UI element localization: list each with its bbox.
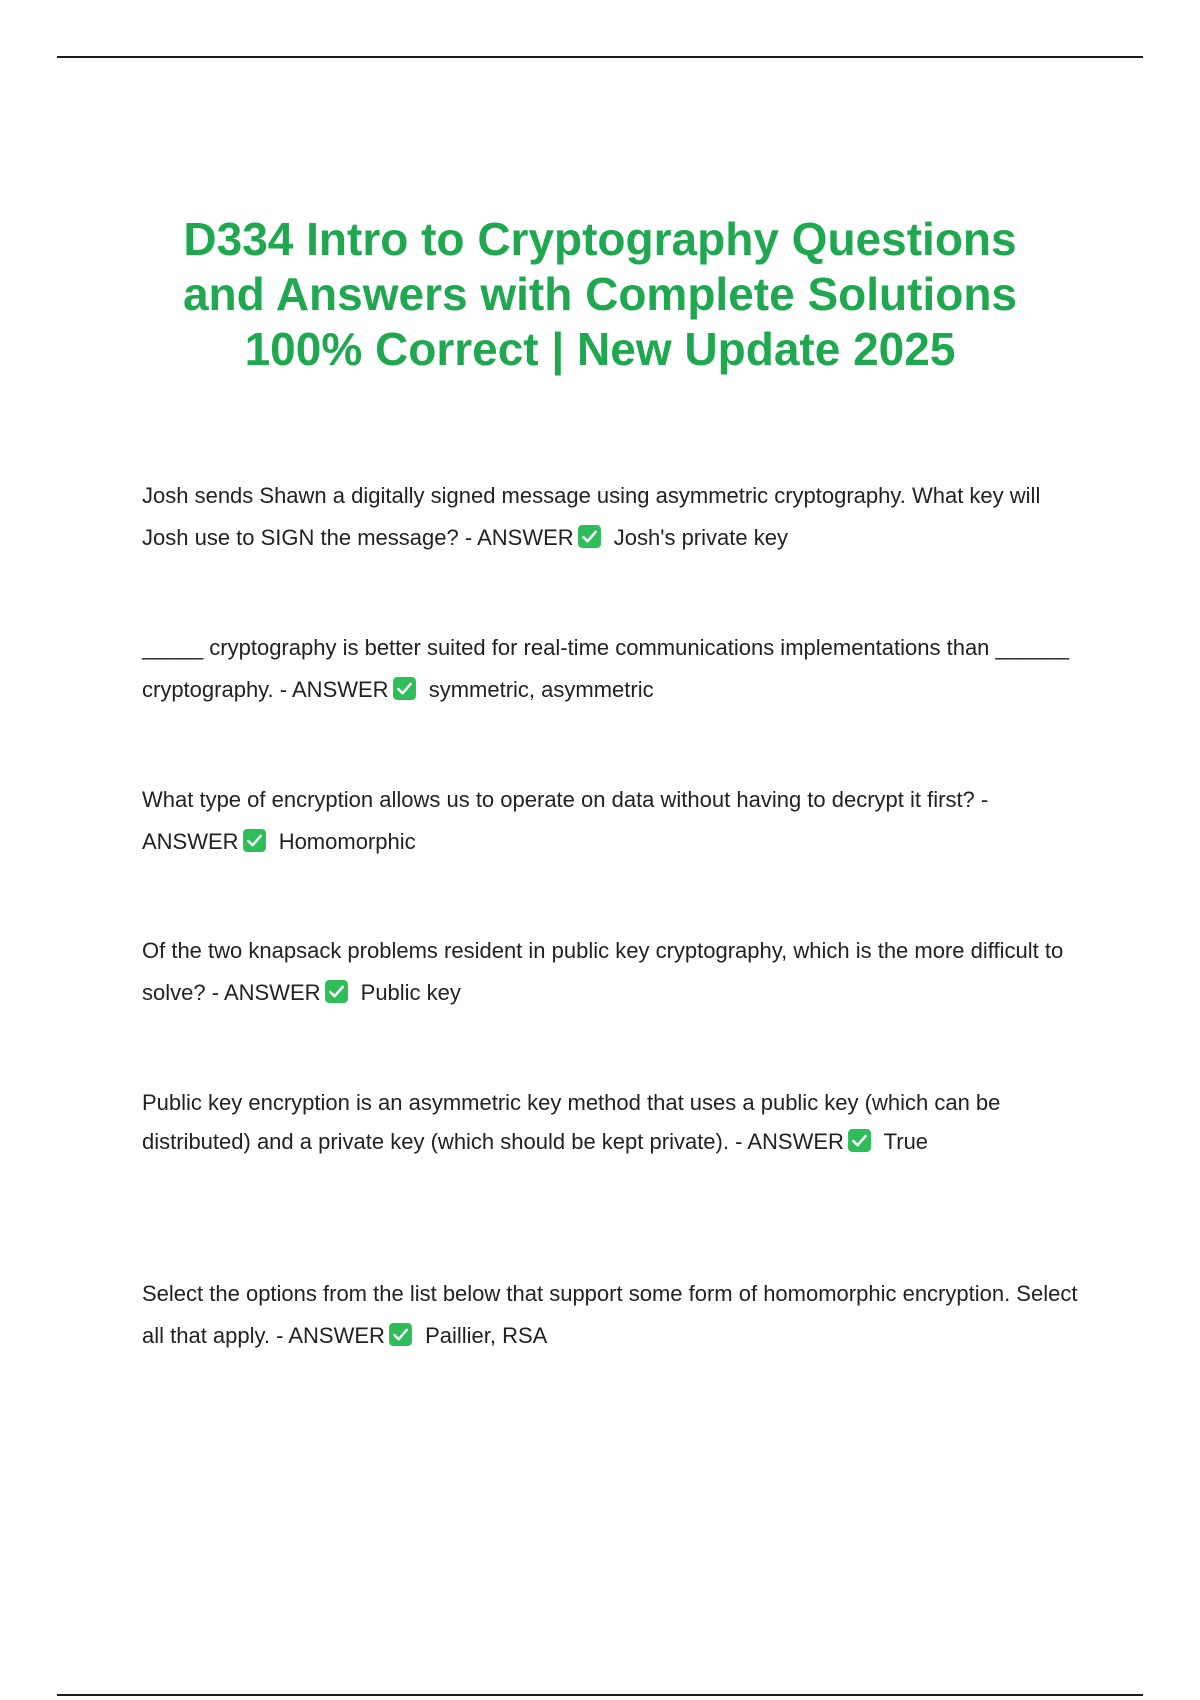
- title-line: 100% Correct | New Update 2025: [244, 323, 956, 375]
- qa-item: [142, 627, 1082, 711]
- answer-text: True: [883, 1129, 929, 1154]
- answer-marker: - ANSWER: [464, 525, 574, 550]
- title-line: and Answers with Complete Solutions: [182, 268, 1018, 320]
- qa-item: [142, 930, 1082, 1014]
- green-checkbox-icon: [847, 1128, 872, 1153]
- answer-text: Homomorphic: [278, 829, 416, 854]
- question-text: What type of encryption allows us to operate on data without having to decrypt it first?: [142, 787, 975, 812]
- answer-text: symmetric, asymmetric: [428, 677, 654, 702]
- title-line: D334 Intro to Cryptography Questions: [183, 213, 1017, 265]
- answer-text: Paillier, RSA: [425, 1323, 548, 1348]
- answer-text: Public key: [360, 980, 461, 1005]
- qa-item: [142, 1273, 1082, 1357]
- answer-marker: - ANSWER: [735, 1129, 844, 1154]
- answer-marker: - ANSWER: [279, 677, 389, 702]
- green-checkbox-icon: [392, 676, 417, 701]
- green-checkbox-icon: [324, 979, 349, 1004]
- top-rule: [57, 56, 1143, 58]
- green-checkbox-icon: [388, 1322, 413, 1347]
- qa-item: [142, 779, 1082, 863]
- bottom-rule: [57, 1694, 1143, 1696]
- document-title: [100, 212, 1100, 377]
- answer-marker: - ANSWER: [211, 980, 321, 1005]
- answer-marker: - ANSWER: [142, 787, 989, 854]
- question-text: _____ cryptography is better suited for real-time communications implementations than ______ cryptography.: [142, 635, 1069, 702]
- qa-item: [142, 1083, 1082, 1161]
- green-checkbox-icon: [577, 524, 602, 549]
- answer-marker: - ANSWER: [276, 1323, 385, 1348]
- question-text: Of the two knapsack problems resident in public key cryptography, which is the more difficult to solve?: [142, 938, 1064, 1005]
- question-text: Select the options from the list below that support some form of homomorphic encryption. Select all that apply.: [142, 1281, 1078, 1348]
- answer-text: Josh's private key: [613, 525, 788, 550]
- green-checkbox-icon: [242, 828, 267, 853]
- question-text: Public key encryption is an asymmetric key method that uses a public key (which can be distributed) and a private key (which should be kept private).: [142, 1090, 1001, 1154]
- question-text: Josh sends Shawn a digitally signed message using asymmetric cryptography. What key will Josh use to SIGN the message?: [142, 483, 1041, 550]
- qa-item: [142, 475, 1082, 559]
